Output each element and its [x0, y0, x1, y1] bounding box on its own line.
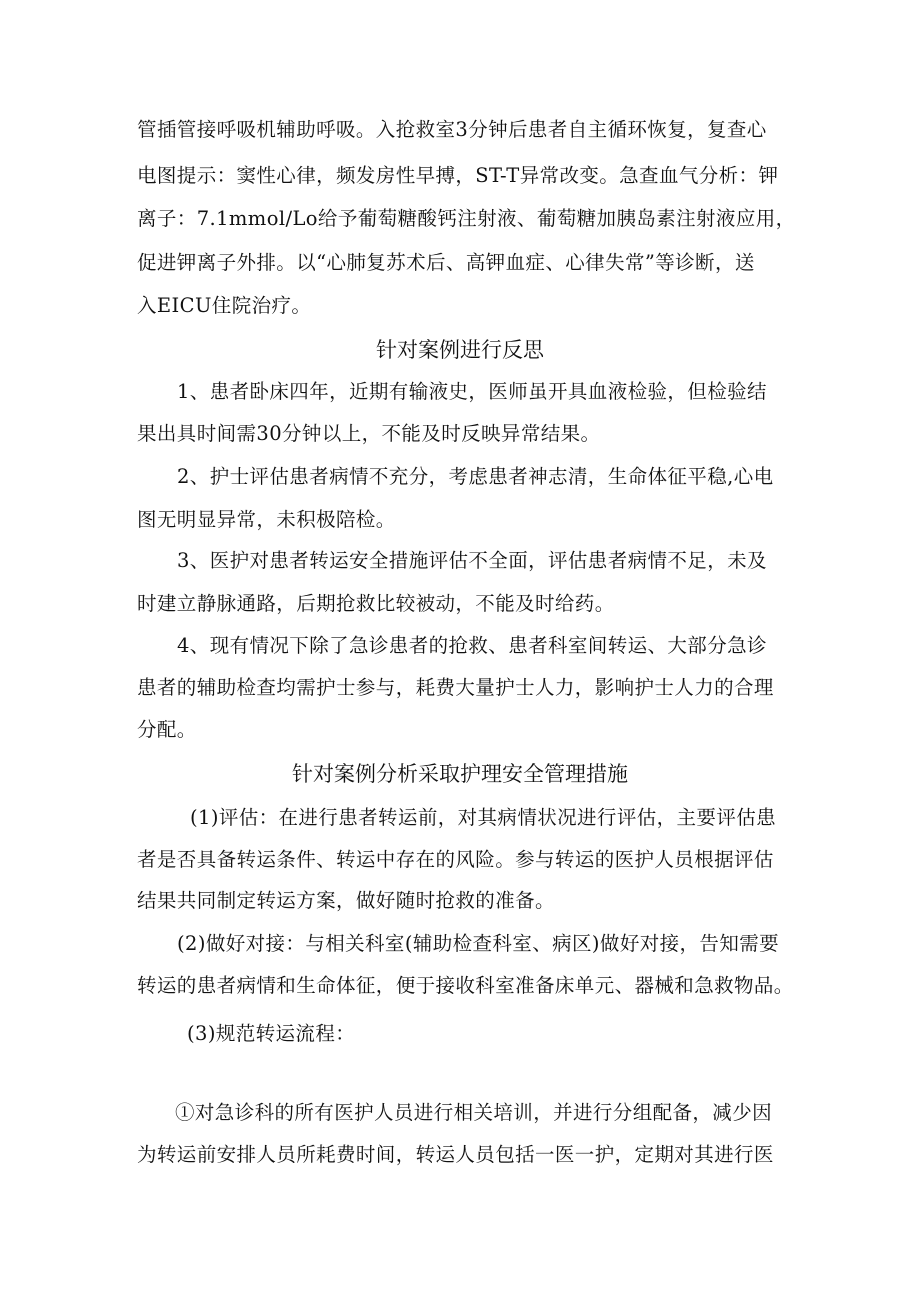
reflection-item-4-cont: 患者的辅助检查均需护士参与，耗费大量护士人力，影响护士人力的合理 [137, 676, 774, 699]
measure-item-3: (3)规范转运流程： [187, 1022, 356, 1045]
section-heading-reflection: 针对案例进行反思 [376, 338, 544, 362]
measure-item-2-cont: 转运的患者病情和生命体征，便于接收科室准备床单元、器械和急救物品。 [137, 974, 794, 997]
paragraph-line: 管插管接呼吸机辅助呼吸。入抢救室3分钟后患者自主循环恢复，复查心 [137, 118, 767, 141]
paragraph-line: 促进钾离子外排。以“心肺复苏术后、高钾血症、心律失常”等诊断，送 [137, 251, 755, 274]
paragraph-line: 入EICU住院治疗。 [137, 294, 312, 317]
measure-item-1-cont: 者是否具备转运条件、转运中存在的风险。参与转运的医护人员根据评估 [137, 848, 774, 871]
reflection-item-3-cont: 时建立静脉通路，后期抢救比较被动，不能及时给药。 [137, 592, 615, 615]
measure-item-1: (1)评估：在进行患者转运前，对其病情状况进行评估，主要评估患 [190, 806, 777, 829]
measure-subitem-1-cont: 为转运前安排人员所耗费时间，转运人员包括一医一护，定期对其进行医 [137, 1143, 774, 1166]
reflection-item-2: 2、护士评估患者病情不充分，考虑患者神志清，生命体征平稳,心电 [177, 465, 774, 488]
reflection-item-1-cont: 果出具时间需30分钟以上，不能及时反映异常结果。 [137, 422, 601, 445]
measure-item-2: (2)做好对接：与相关科室(辅助检查科室、病区)做好对接，告知需要 [177, 932, 780, 955]
measure-item-1-cont2: 结果共同制定转运方案，做好随时抢救的准备。 [137, 889, 555, 912]
section-heading-measures: 针对案例分析采取护理安全管理措施 [292, 762, 628, 786]
reflection-item-3: 3、医护对患者转运安全措施评估不全面，评估患者病情不足，未及 [177, 549, 767, 572]
measure-subitem-1: ①对急诊科的所有医护人员进行相关培训，并进行分组配备，减少因 [175, 1101, 773, 1124]
reflection-item-4: 4、现有情况下除了急诊患者的抢救、患者科室间转运、大部分急诊 [177, 634, 767, 657]
paragraph-line: 电图提示：窦性心律，频发房性早搏，ST-T异常改变。急查血气分析：钾 [137, 164, 779, 187]
reflection-item-1: 1、患者卧床四年，近期有输液史，医师虽开具血液检验，但检验结 [177, 380, 767, 403]
reflection-item-2-cont: 图无明显异常，未积极陪检。 [137, 508, 396, 531]
reflection-item-4-cont2: 分配。 [137, 718, 197, 741]
paragraph-line: 离子：7.1mmol∕Lo给予葡萄糖酸钙注射液、葡萄糖加胰岛素注射液应用， [137, 207, 796, 230]
